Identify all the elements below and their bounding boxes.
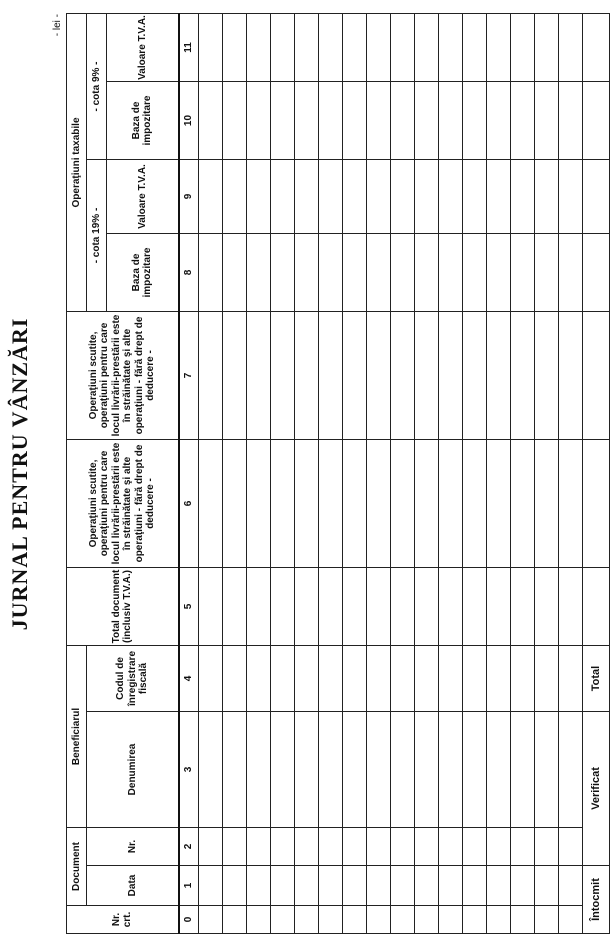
table-cell[interactable] (270, 568, 294, 646)
table-cell[interactable] (462, 82, 486, 160)
table-cell[interactable] (534, 312, 558, 440)
table-cell[interactable] (390, 82, 414, 160)
table-cell[interactable] (438, 234, 462, 312)
table-row (510, 13, 534, 933)
table-cell[interactable] (414, 828, 438, 866)
table-cell[interactable] (222, 160, 246, 234)
table-cell[interactable] (246, 234, 270, 312)
table-cell[interactable] (486, 234, 510, 312)
table-cell[interactable] (486, 866, 510, 906)
table-cell[interactable] (222, 234, 246, 312)
header-tva-19: Valoare T.V.A. (107, 160, 179, 234)
table-cell[interactable] (438, 828, 462, 866)
table-row (462, 13, 486, 933)
table-cell[interactable] (510, 828, 534, 866)
table-cell[interactable] (558, 234, 582, 312)
table-cell[interactable] (390, 866, 414, 906)
table-cell[interactable] (318, 234, 342, 312)
table-cell[interactable] (246, 440, 270, 568)
table-row (198, 13, 222, 933)
table-cell[interactable] (246, 866, 270, 906)
total-label: Total (582, 646, 609, 712)
table-cell[interactable] (294, 82, 318, 160)
table-cell[interactable] (294, 312, 318, 440)
table-cell[interactable] (534, 712, 558, 828)
table-cell[interactable] (342, 646, 366, 712)
table-cell[interactable] (342, 866, 366, 906)
col-number: 11 (179, 13, 199, 81)
table-cell[interactable] (246, 828, 270, 866)
table-cell[interactable] (510, 13, 534, 81)
table-row (246, 13, 270, 933)
table-cell[interactable] (486, 440, 510, 568)
header-baza-19: Baza de impozitare (107, 234, 179, 312)
table-cell[interactable] (246, 82, 270, 160)
header-nr: Nr. (87, 828, 179, 866)
table-cell[interactable] (246, 646, 270, 712)
table-cell[interactable] (534, 160, 558, 234)
signature-row (582, 13, 609, 933)
table-cell[interactable] (270, 312, 294, 440)
table-cell[interactable] (462, 712, 486, 828)
table-cell[interactable] (198, 866, 222, 906)
table-cell[interactable] (342, 312, 366, 440)
table-cell[interactable] (510, 312, 534, 440)
table-cell[interactable] (318, 440, 342, 568)
table-cell[interactable] (558, 712, 582, 828)
table-cell[interactable] (270, 13, 294, 81)
table-cell[interactable] (318, 82, 342, 160)
table-cell[interactable] (462, 866, 486, 906)
table-cell[interactable] (558, 312, 582, 440)
table-cell[interactable] (270, 906, 294, 934)
table-cell[interactable] (246, 906, 270, 934)
table-cell[interactable] (318, 312, 342, 440)
table-cell[interactable] (246, 712, 270, 828)
journal-sheet (52, 14, 610, 934)
table-cell[interactable] (558, 906, 582, 934)
table-row (342, 13, 366, 933)
table-cell[interactable] (366, 646, 390, 712)
table-cell[interactable] (414, 13, 438, 81)
table-cell[interactable] (510, 906, 534, 934)
table-cell[interactable] (390, 712, 414, 828)
header-cod-fiscal: Codul de înregistrare fiscală (87, 646, 179, 712)
header-cota-19: - cota 19% - (87, 160, 107, 312)
table-cell[interactable] (462, 13, 486, 81)
journal-entries (198, 13, 582, 933)
table-cell[interactable] (390, 568, 414, 646)
table-cell[interactable] (294, 568, 318, 646)
table-cell[interactable] (390, 160, 414, 234)
total-cell[interactable] (582, 568, 609, 646)
table-cell[interactable] (318, 13, 342, 81)
table-cell[interactable] (342, 440, 366, 568)
table-cell[interactable] (318, 866, 342, 906)
table-cell[interactable] (342, 828, 366, 866)
table-cell[interactable] (438, 866, 462, 906)
table-row (270, 13, 294, 933)
table-cell[interactable] (510, 866, 534, 906)
table-cell[interactable] (198, 828, 222, 866)
table-cell[interactable] (462, 568, 486, 646)
table-cell[interactable] (534, 828, 558, 866)
table-cell[interactable] (390, 906, 414, 934)
table-cell[interactable] (294, 13, 318, 81)
table-cell[interactable] (198, 160, 222, 234)
table-cell[interactable] (198, 440, 222, 568)
table-cell[interactable] (366, 866, 390, 906)
table-cell[interactable] (510, 160, 534, 234)
table-cell[interactable] (222, 828, 246, 866)
table-row (222, 13, 246, 933)
table-cell[interactable] (366, 234, 390, 312)
total-cell[interactable] (582, 312, 609, 440)
table-cell[interactable] (342, 906, 366, 934)
table-row (294, 13, 318, 933)
page-title: JURNAL PENTRU VÂNZĂRI (7, 317, 32, 631)
table-cell[interactable] (294, 160, 318, 234)
table-cell[interactable] (198, 312, 222, 440)
table-cell[interactable] (246, 568, 270, 646)
table-cell[interactable] (366, 82, 390, 160)
table-cell[interactable] (366, 440, 390, 568)
col-number: 7 (179, 312, 199, 440)
table-cell[interactable] (510, 568, 534, 646)
table-cell[interactable] (222, 440, 246, 568)
table-cell[interactable] (414, 440, 438, 568)
header-denumirea: Denumirea (87, 712, 179, 828)
table-cell[interactable] (438, 13, 462, 81)
table-cell[interactable] (414, 234, 438, 312)
table-cell[interactable] (486, 568, 510, 646)
table-cell[interactable] (270, 82, 294, 160)
table-cell[interactable] (390, 440, 414, 568)
header-operatiuni-taxabile: Operaţiuni taxabile (67, 13, 87, 311)
header-cota-9: - cota 9% - (87, 13, 107, 159)
table-cell[interactable] (414, 82, 438, 160)
table-cell[interactable] (462, 440, 486, 568)
table-cell[interactable] (318, 828, 342, 866)
table-cell[interactable] (222, 712, 246, 828)
table-cell[interactable] (222, 646, 246, 712)
table-row (558, 13, 582, 933)
table-cell[interactable] (222, 312, 246, 440)
intocmit-label: Întocmit (582, 866, 609, 934)
table-cell[interactable] (342, 13, 366, 81)
table-cell[interactable] (198, 234, 222, 312)
column-number-row (179, 13, 199, 933)
table-cell[interactable] (510, 712, 534, 828)
table-cell[interactable] (270, 234, 294, 312)
header-beneficiarul: Beneficiarul (67, 646, 87, 828)
table-row (366, 13, 390, 933)
table-cell[interactable] (390, 828, 414, 866)
table-cell[interactable] (198, 568, 222, 646)
table-cell[interactable] (270, 828, 294, 866)
table-cell[interactable] (462, 906, 486, 934)
table-cell[interactable] (270, 712, 294, 828)
total-cell[interactable] (582, 440, 609, 568)
table-cell[interactable] (510, 234, 534, 312)
table-cell[interactable] (558, 160, 582, 234)
table-row (534, 13, 558, 933)
table-cell[interactable] (558, 828, 582, 866)
col-number: 6 (179, 440, 199, 568)
table-cell[interactable] (222, 568, 246, 646)
table-cell[interactable] (558, 82, 582, 160)
table-cell[interactable] (462, 312, 486, 440)
table-cell[interactable] (414, 312, 438, 440)
table-cell[interactable] (366, 828, 390, 866)
table-row (486, 13, 510, 933)
table-cell[interactable] (318, 646, 342, 712)
col-number: 9 (179, 160, 199, 234)
table-cell[interactable] (294, 646, 318, 712)
table-cell[interactable] (462, 646, 486, 712)
table-cell[interactable] (318, 712, 342, 828)
table-cell[interactable] (318, 160, 342, 234)
col-number: 3 (179, 712, 199, 828)
col-number: 5 (179, 568, 199, 646)
table-cell[interactable] (366, 906, 390, 934)
table-cell[interactable] (486, 82, 510, 160)
table-cell[interactable] (534, 13, 558, 81)
table-cell[interactable] (558, 568, 582, 646)
table-cell[interactable] (486, 828, 510, 866)
table-cell[interactable] (366, 160, 390, 234)
table-cell[interactable] (414, 866, 438, 906)
table-cell[interactable] (534, 866, 558, 906)
verificat-label: Verificat (582, 712, 609, 866)
table-cell[interactable] (198, 82, 222, 160)
header-document: Document (67, 828, 87, 906)
table-cell[interactable] (390, 234, 414, 312)
table-cell[interactable] (294, 440, 318, 568)
table-cell[interactable] (198, 13, 222, 81)
table-cell[interactable] (414, 906, 438, 934)
table-cell[interactable] (438, 568, 462, 646)
currency-label: - lei - (52, 14, 63, 37)
table-cell[interactable] (270, 160, 294, 234)
table-cell[interactable] (534, 906, 558, 934)
total-cell[interactable] (582, 82, 609, 160)
table-cell[interactable] (270, 440, 294, 568)
table-cell[interactable] (486, 646, 510, 712)
table-cell[interactable] (510, 646, 534, 712)
table-cell[interactable] (270, 866, 294, 906)
table-cell[interactable] (246, 13, 270, 81)
header-operatiuni-scutite-1: Operaţiuni scutite, operaţiuni pentru care locul livrării-prestării este în străinătate şi alte operaţiuni - fără drept de deducere - (67, 440, 179, 568)
table-cell[interactable] (366, 13, 390, 81)
table-cell[interactable] (438, 712, 462, 828)
col-number: 8 (179, 234, 199, 312)
table-cell[interactable] (198, 712, 222, 828)
table-cell[interactable] (486, 312, 510, 440)
table-cell[interactable] (198, 646, 222, 712)
table-cell[interactable] (366, 568, 390, 646)
table-cell[interactable] (438, 82, 462, 160)
table-cell[interactable] (390, 13, 414, 81)
table-row (438, 13, 462, 933)
sales-journal-table (66, 13, 610, 934)
table-cell[interactable] (438, 646, 462, 712)
table-cell[interactable] (342, 234, 366, 312)
table-cell[interactable] (294, 866, 318, 906)
header-operatiuni-scutite-2: Operaţiuni scutite, operaţiuni pentru care locul livrării-prestării este în străinătate şi alte operaţiuni - fără drept de deducere - (67, 312, 179, 440)
table-cell[interactable] (198, 906, 222, 934)
table-cell[interactable] (342, 712, 366, 828)
table-row (390, 13, 414, 933)
table-cell[interactable] (534, 234, 558, 312)
table-cell[interactable] (534, 568, 558, 646)
table-cell[interactable] (438, 160, 462, 234)
table-cell[interactable] (438, 440, 462, 568)
header-nr-crt: Nr. crt. (67, 906, 179, 934)
table-cell[interactable] (222, 866, 246, 906)
table-cell[interactable] (558, 13, 582, 81)
table-cell[interactable] (510, 440, 534, 568)
table-cell[interactable] (270, 646, 294, 712)
table-cell[interactable] (462, 234, 486, 312)
col-number: 0 (179, 906, 199, 934)
table-cell[interactable] (510, 82, 534, 160)
table-cell[interactable] (294, 906, 318, 934)
table-cell[interactable] (294, 828, 318, 866)
table-cell[interactable] (534, 440, 558, 568)
table-cell[interactable] (486, 160, 510, 234)
header-total-document: Total document (inclusiv T.V.A.) (67, 568, 179, 646)
total-cell[interactable] (582, 13, 609, 81)
table-cell[interactable] (558, 866, 582, 906)
table-cell[interactable] (438, 906, 462, 934)
header-baza-9: Baza de impozitare (107, 82, 179, 160)
table-cell[interactable] (222, 13, 246, 81)
table-cell[interactable] (438, 312, 462, 440)
table-cell[interactable] (558, 646, 582, 712)
table-cell[interactable] (342, 82, 366, 160)
table-cell[interactable] (390, 312, 414, 440)
table-cell[interactable] (318, 568, 342, 646)
table-cell[interactable] (366, 312, 390, 440)
table-cell[interactable] (222, 82, 246, 160)
table-cell[interactable] (318, 906, 342, 934)
table-cell[interactable] (462, 160, 486, 234)
table-row (318, 13, 342, 933)
table-cell[interactable] (342, 568, 366, 646)
table-cell[interactable] (534, 82, 558, 160)
table-cell[interactable] (414, 568, 438, 646)
table-cell[interactable] (342, 160, 366, 234)
table-cell[interactable] (558, 440, 582, 568)
table-cell[interactable] (390, 646, 414, 712)
table-cell[interactable] (366, 712, 390, 828)
header-data: Data (87, 866, 179, 906)
table-cell[interactable] (222, 906, 246, 934)
col-number: 10 (179, 82, 199, 160)
table-cell[interactable] (486, 712, 510, 828)
table-cell[interactable] (414, 712, 438, 828)
total-cell[interactable] (582, 160, 609, 234)
table-cell[interactable] (486, 906, 510, 934)
total-cell[interactable] (582, 234, 609, 312)
col-number: 1 (179, 866, 199, 906)
table-cell[interactable] (294, 234, 318, 312)
table-cell[interactable] (246, 160, 270, 234)
header-tva-9: Valoare T.V.A. (107, 13, 179, 81)
table-cell[interactable] (414, 646, 438, 712)
table-row (414, 13, 438, 933)
table-cell[interactable] (414, 160, 438, 234)
table-cell[interactable] (294, 712, 318, 828)
col-number: 2 (179, 828, 199, 866)
col-number: 4 (179, 646, 199, 712)
table-cell[interactable] (462, 828, 486, 866)
table-cell[interactable] (246, 312, 270, 440)
table-cell[interactable] (486, 13, 510, 81)
table-cell[interactable] (534, 646, 558, 712)
